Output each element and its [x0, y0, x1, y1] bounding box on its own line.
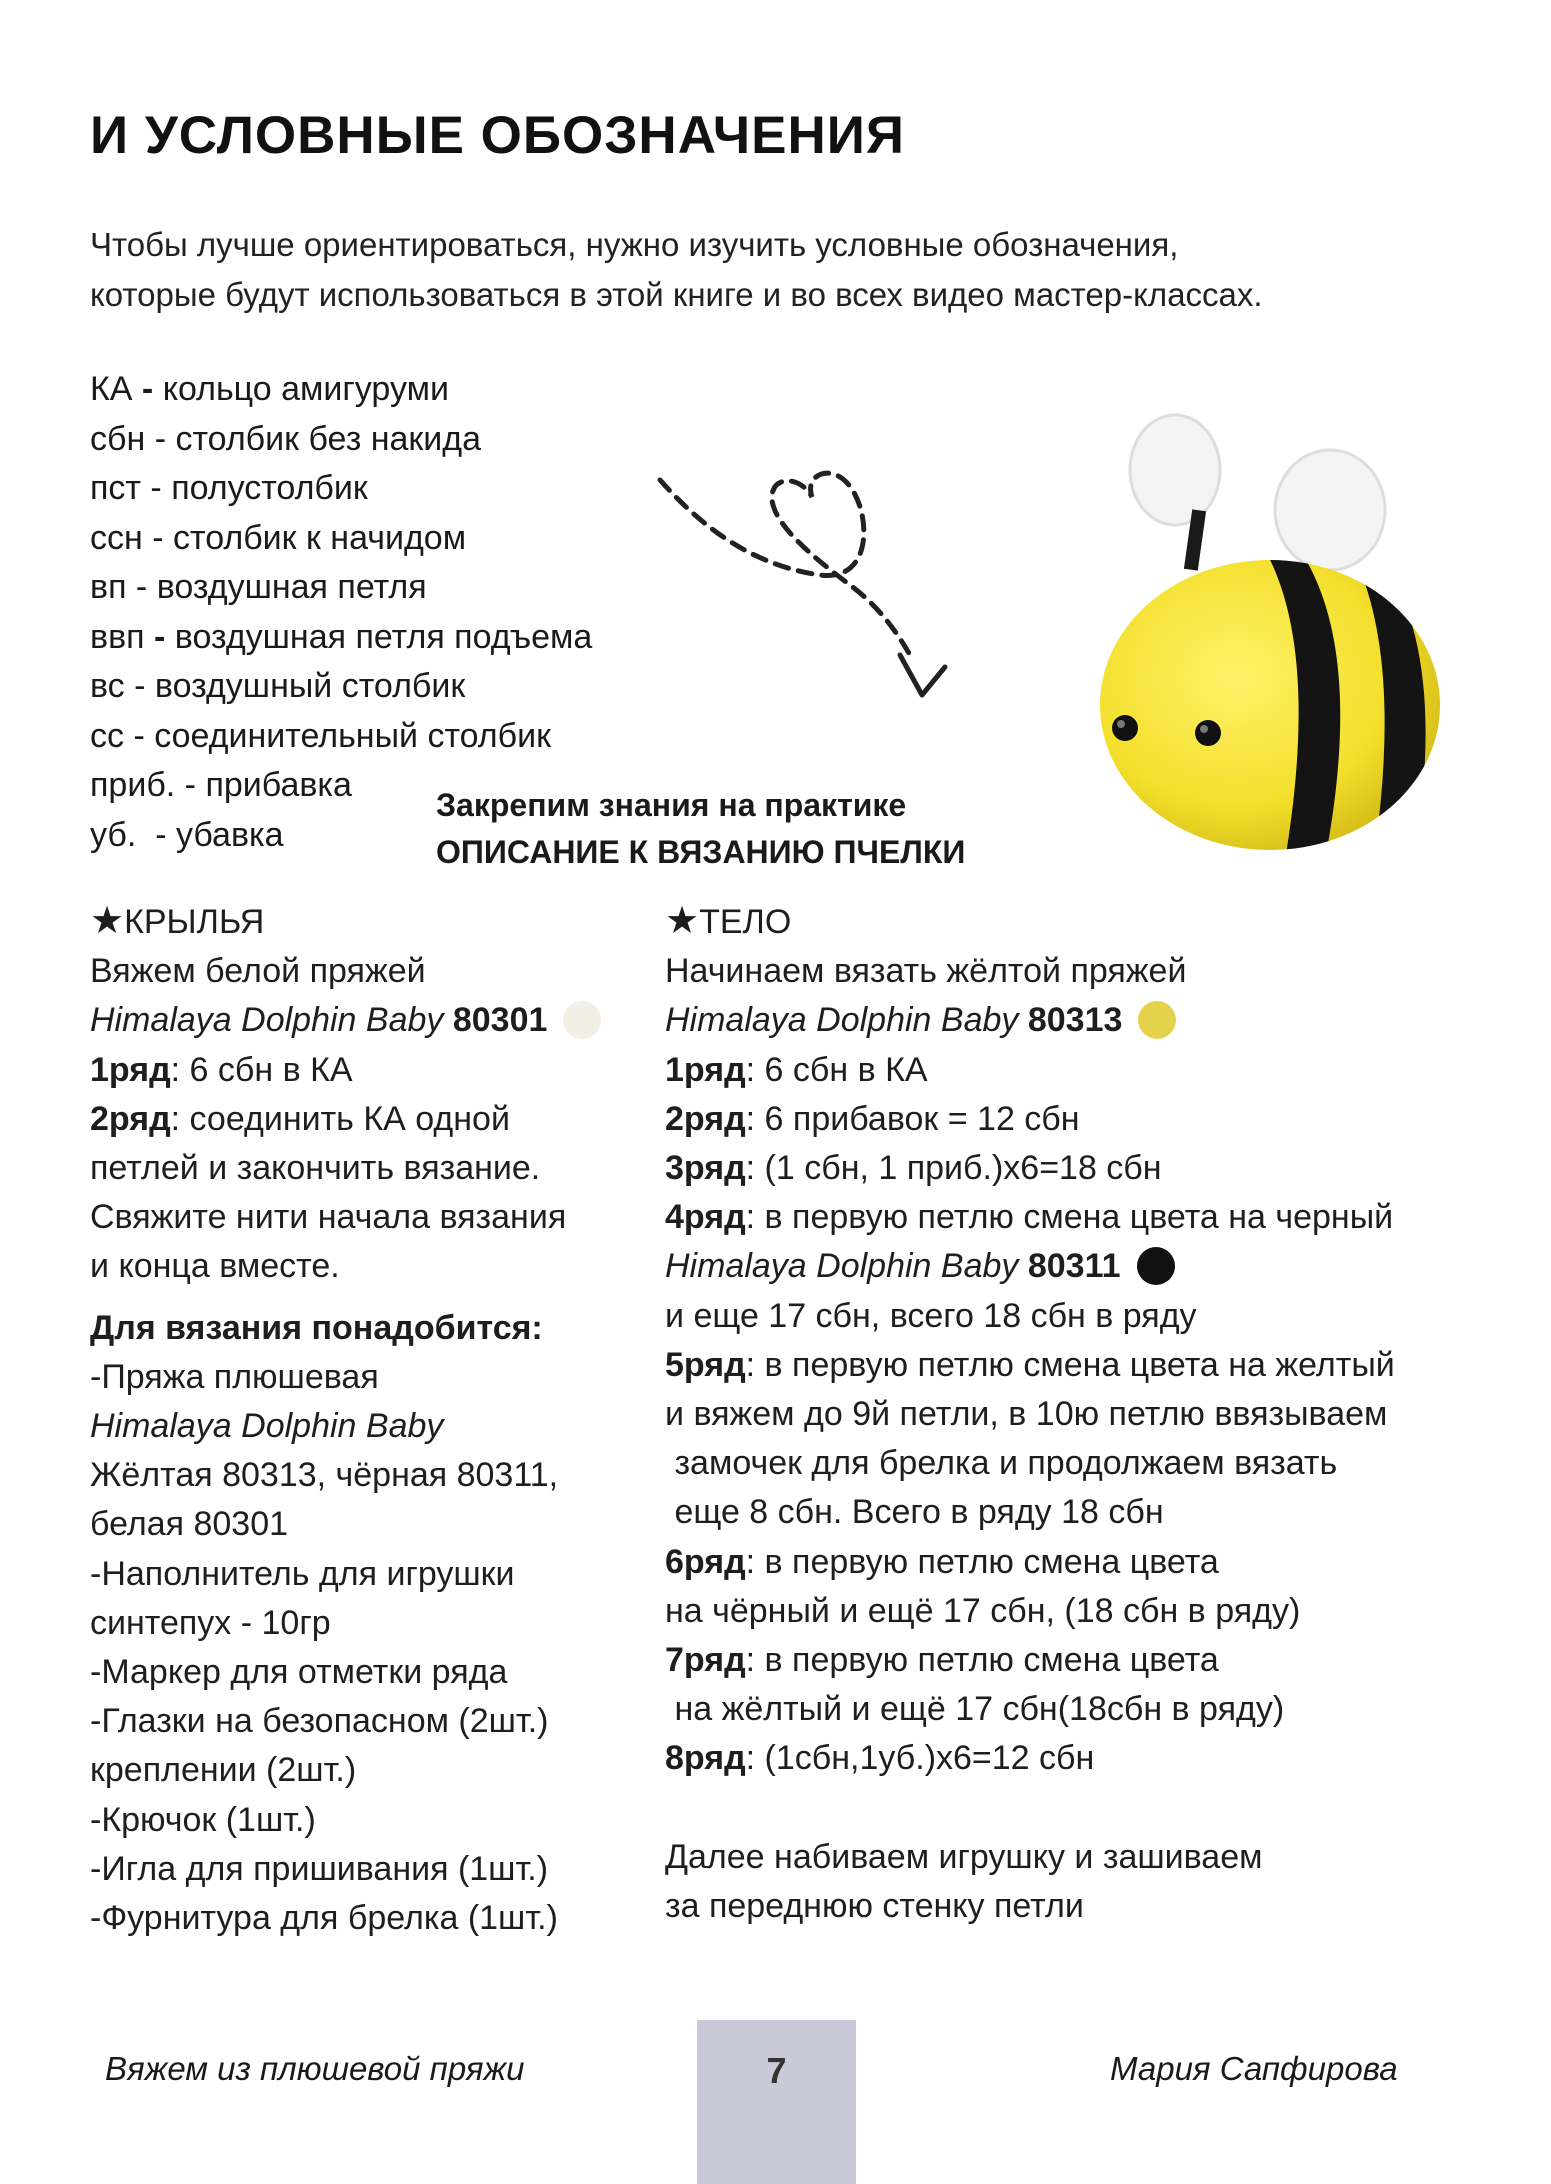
bee-wing-right — [1275, 450, 1385, 570]
abbreviation-item: приб. - прибавка — [90, 766, 352, 804]
body-text-line: на жёлтый и ещё 17 сбн(18сбн в ряду) — [665, 1690, 1285, 1729]
wings-row: 1ряд: 6 сбн в КА — [90, 1050, 353, 1089]
abbreviation-item: КА - кольцо амигуруми — [90, 370, 449, 408]
wings-yarn: Himalaya Dolphin Baby 80301 — [90, 996, 601, 1045]
body-final-line: Далее набиваем игрушку и зашиваем — [665, 1837, 1263, 1876]
black-yarn-swatch-icon — [1137, 1247, 1175, 1285]
bee-eye-right — [1195, 720, 1221, 746]
practice-heading — [436, 782, 965, 876]
needs-item: -Игла для пришивания (1шт.) — [90, 1849, 549, 1888]
star-icon: ★ — [90, 900, 125, 942]
abbreviation-item: вп - воздушная петля — [90, 568, 427, 606]
body-yarn: Himalaya Dolphin Baby 80313 — [665, 996, 1395, 1045]
page-title: И УСЛОВНЫЕ ОБОЗНАЧЕНИЯ — [90, 106, 905, 165]
abbreviation-item: вс - воздушный столбик — [90, 667, 466, 705]
needs-item: -Фурнитура для брелка (1шт.) — [90, 1899, 558, 1938]
body-row: 8ряд: (1сбн,1уб.)х6=12 сбн — [665, 1739, 1095, 1778]
needs-heading: Для вязания понадобится: — [90, 1308, 543, 1347]
body-row: 7ряд: в первую петлю смена цвета — [665, 1641, 1219, 1680]
intro-line: которые будут использоваться в этой книге и во всех видео мастер-классах. — [90, 276, 1263, 313]
body-row: 5ряд: в первую петлю смена цвета на желтый — [665, 1345, 1395, 1384]
wings-text-line: петлей и закончить вязание. — [90, 1149, 541, 1188]
abbreviation-item: уб. - убавка — [90, 815, 284, 854]
needs-item: Himalaya Dolphin Baby — [90, 1407, 444, 1446]
abbreviation-item: сс - соединительный столбик — [90, 716, 551, 755]
wings-heading: ★КРЫЛЬЯ — [90, 900, 265, 942]
body-text-line: замочек для брелка и продолжаем вязать — [665, 1444, 1338, 1483]
wings-text-line: Свяжите нити начала вязания — [90, 1198, 567, 1237]
page-number-box — [697, 2020, 856, 2184]
abbreviation-item: ввп - воздушная петля подъема — [90, 617, 593, 656]
star-icon: ★ — [665, 900, 700, 942]
abbreviation-item: сбн - столбик без накида — [90, 419, 482, 458]
body-row: 2ряд: 6 прибавок = 12 сбн — [665, 1099, 1080, 1138]
footer-book-title: Вяжем из плюшевой пряжи — [105, 2050, 525, 2087]
needs-item: синтепух - 10гр — [90, 1603, 331, 1642]
intro-line: Чтобы лучше ориентироваться, нужно изучить условные обозначения, — [90, 226, 1179, 263]
wings-text-line: и конца вместе. — [90, 1247, 340, 1286]
wings-yarn-intro: Вяжем белой пряжей — [90, 952, 426, 991]
footer-author: Мария Сапфирова — [1110, 2050, 1398, 2087]
abbreviation-item: ссн - столбик к начидом — [90, 518, 467, 557]
needs-item: Жёлтая 80313, чёрная 80311, — [90, 1456, 559, 1495]
wings-row: 2ряд: соединить КА одной — [90, 1099, 510, 1138]
wings-section — [90, 897, 601, 1943]
body-row: 4ряд: в первую петлю смена цвета на черный — [665, 1198, 1394, 1237]
abbreviation-item: пст - полустолбик — [90, 469, 368, 507]
body-row: 1ряд: 6 сбн в КА — [665, 1050, 928, 1089]
body-text-line: и вяжем до 9й петли, в 10ю петлю ввязываем — [665, 1395, 1388, 1434]
body-row: 3ряд: (1 сбн, 1 приб.)х6=18 сбн — [665, 1149, 1162, 1188]
needs-item: -Наполнитель для игрушки — [90, 1554, 515, 1593]
body-heading: ★ТЕЛО — [665, 900, 792, 942]
heart-arrow-doodle — [640, 455, 1000, 715]
bee-toy-image — [1070, 400, 1440, 840]
white-yarn-swatch-icon — [563, 1001, 601, 1039]
body-row: 6ряд: в первую петлю смена цвета — [665, 1542, 1219, 1581]
body-text-line: на чёрный и ещё 17 сбн, (18 сбн в ряду) — [665, 1591, 1301, 1630]
yellow-yarn-swatch-icon — [1138, 1001, 1176, 1039]
needs-item: -Пряжа плюшевая — [90, 1357, 379, 1396]
needs-item: -Крючок (1шт.) — [90, 1800, 316, 1839]
body-row-yarn: Himalaya Dolphin Baby 80311 — [665, 1242, 1395, 1291]
body-text-line: еще 8 сбн. Всего в ряду 18 сбн — [665, 1493, 1164, 1532]
needs-item: -Глазки на безопасном (2шт.) — [90, 1702, 549, 1741]
body-final-line: за переднюю стенку петли — [665, 1886, 1084, 1925]
body-text-line: и еще 17 сбн, всего 18 сбн в ряду — [665, 1296, 1197, 1335]
practice-line-2: ОПИСАНИЕ К ВЯЗАНИЮ ПЧЕЛКИ — [436, 834, 966, 870]
needs-item: креплении (2шт.) — [90, 1751, 357, 1790]
body-section — [665, 897, 1395, 1931]
practice-line-1: Закрепим знания на практике — [436, 787, 907, 823]
needs-item: -Маркер для отметки ряда — [90, 1653, 508, 1692]
bee-wing-left — [1130, 415, 1220, 571]
bee-eye-left — [1112, 715, 1138, 741]
needs-item: белая 80301 — [90, 1505, 289, 1544]
intro-paragraph — [90, 220, 1263, 320]
body-yarn-intro: Начинаем вязать жёлтой пряжей — [665, 952, 1187, 991]
page-number: 7 — [766, 2050, 787, 2091]
